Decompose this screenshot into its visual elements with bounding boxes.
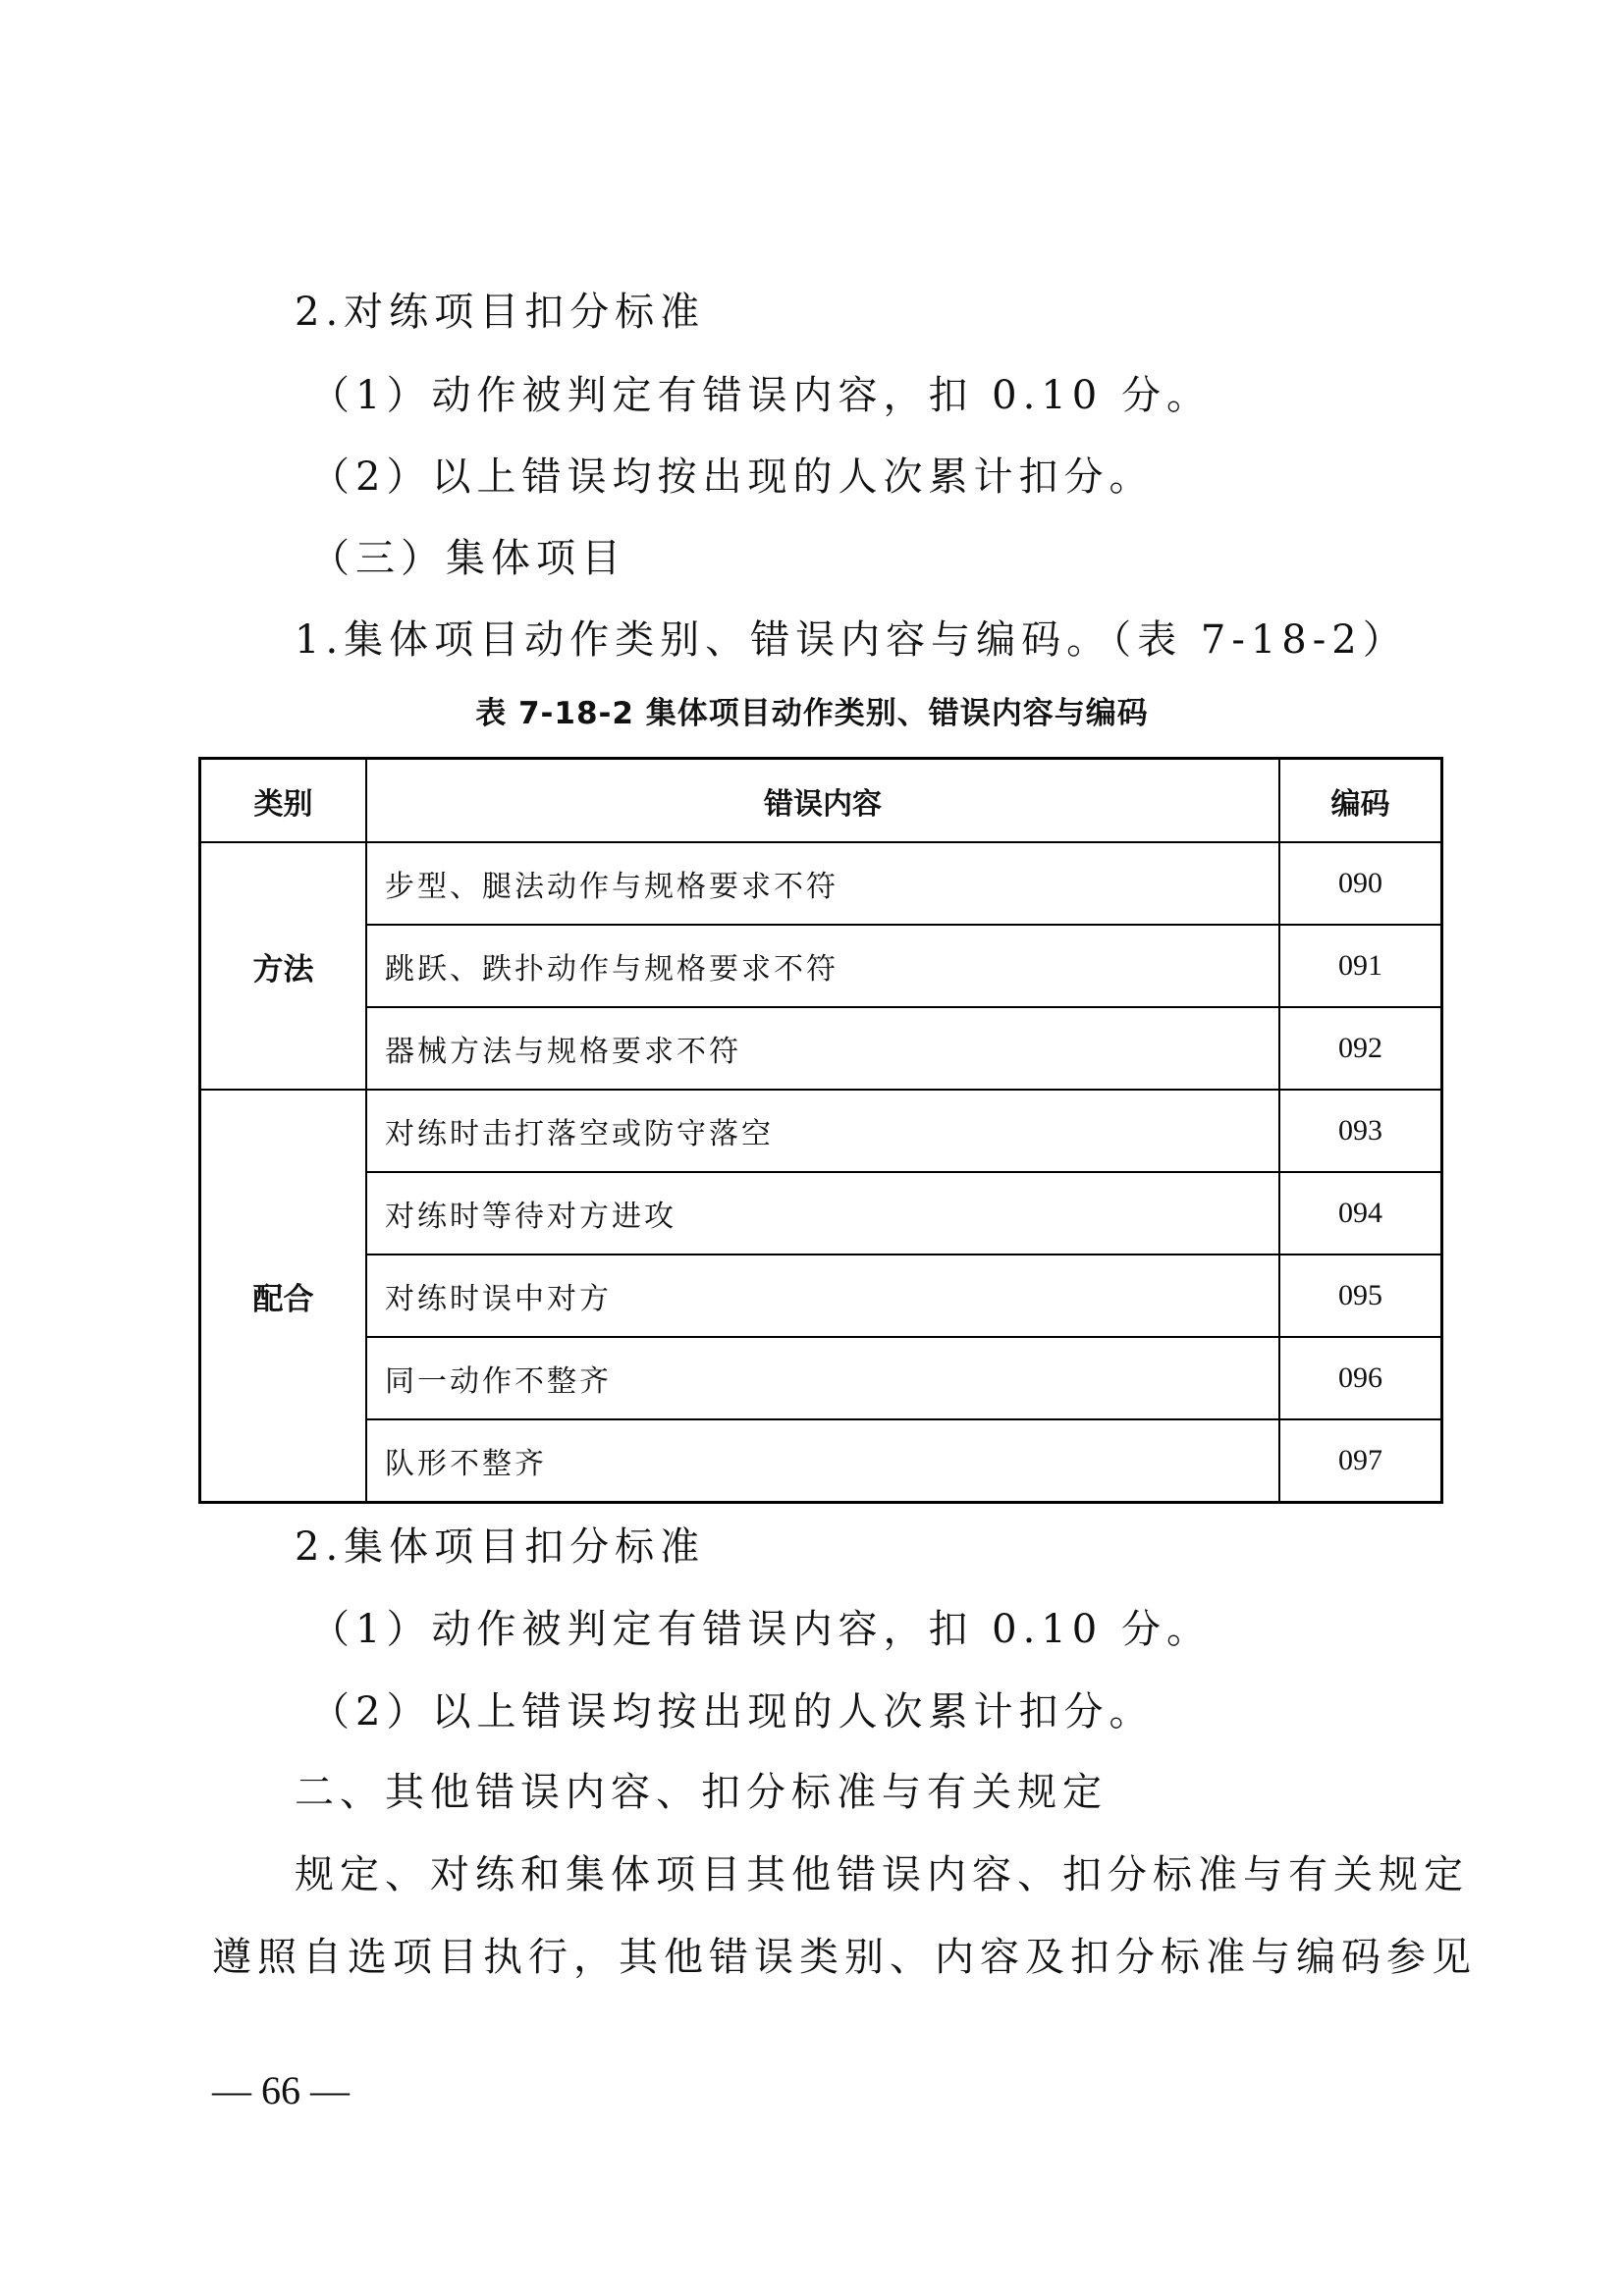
table-row <box>200 1255 1442 1337</box>
table-caption: 表 7-18-2 集体项目动作类别、错误内容与编码 <box>475 696 1149 731</box>
header-error-content: 错误内容 <box>366 759 1279 843</box>
table-row <box>200 1419 1442 1503</box>
code-cell: 094 <box>1279 1172 1442 1255</box>
error-cell: 步型、腿法动作与规格要求不符 <box>366 842 1279 925</box>
code-cell: 095 <box>1279 1255 1442 1337</box>
paragraph-item-1: （1）动作被判定有错误内容，扣 0.10 分。 <box>310 373 1212 418</box>
code-cell: 091 <box>1279 925 1442 1007</box>
code-cell: 092 <box>1279 1007 1442 1090</box>
category-cell-coordination: 配合 <box>200 1090 367 1503</box>
error-cell: 对练时误中对方 <box>366 1255 1279 1337</box>
error-cell: 对练时击打落空或防守落空 <box>366 1090 1279 1172</box>
header-category: 类别 <box>200 759 367 843</box>
paragraph-item-2: （2）以上错误均按出现的人次累计扣分。 <box>310 1689 1155 1735</box>
error-cell: 跳跃、跌扑动作与规格要求不符 <box>366 925 1279 1007</box>
subsection-heading-duel-deduction: 2.对练项目扣分标准 <box>295 290 706 335</box>
table-row <box>200 1337 1442 1419</box>
table-row <box>200 1172 1442 1255</box>
section-heading-other-errors: 二、其他错误内容、扣分标准与有关规定 <box>295 1770 1108 1815</box>
code-cell: 090 <box>1279 842 1442 925</box>
header-code: 编码 <box>1279 759 1442 843</box>
subsection-heading-group-deduction: 2.集体项目扣分标准 <box>295 1524 706 1570</box>
table-row <box>200 925 1442 1007</box>
subsection-heading-group-codes: 1.集体项目动作类别、错误内容与编码。（表 7-18-2） <box>295 617 1408 663</box>
body-paragraph-line-1: 规定、对练和集体项目其他错误内容、扣分标准与有关规定 <box>295 1852 1469 1897</box>
section-heading-group: （三）集体项目 <box>310 536 626 581</box>
paragraph-item-1: （1）动作被判定有错误内容，扣 0.10 分。 <box>310 1607 1212 1652</box>
page-number: — 66 — <box>212 2068 350 2112</box>
error-code-table <box>198 757 1443 1504</box>
code-cell: 097 <box>1279 1419 1442 1503</box>
error-cell: 对练时等待对方进攻 <box>366 1172 1279 1255</box>
error-cell: 同一动作不整齐 <box>366 1337 1279 1419</box>
error-cell: 器械方法与规格要求不符 <box>366 1007 1279 1090</box>
table-header-row <box>200 759 1442 843</box>
code-cell: 093 <box>1279 1090 1442 1172</box>
error-cell: 队形不整齐 <box>366 1419 1279 1503</box>
category-cell-method: 方法 <box>200 842 367 1090</box>
table-row <box>200 1090 1442 1172</box>
table-row <box>200 1007 1442 1090</box>
body-paragraph-line-2: 遵照自选项目执行，其他错误类别、内容及扣分标准与编码参见 <box>212 1935 1477 1980</box>
table-row <box>200 842 1442 925</box>
paragraph-item-2: （2）以上错误均按出现的人次累计扣分。 <box>310 454 1155 500</box>
code-cell: 096 <box>1279 1337 1442 1419</box>
